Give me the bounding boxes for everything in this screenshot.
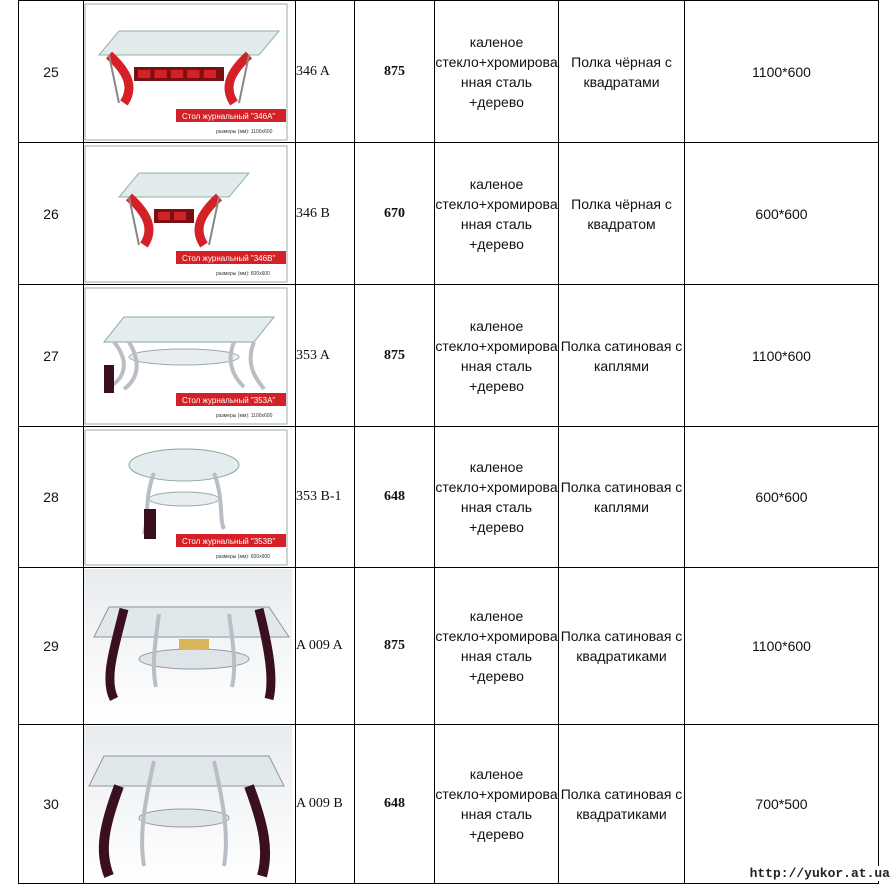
material-line: нная сталь (460, 648, 533, 664)
product-image-cell (84, 143, 296, 285)
material-line: +дерево (469, 519, 524, 535)
dimensions: 600*600 (685, 427, 879, 568)
dimensions: 1100*600 (685, 285, 879, 427)
material-line: каленое (469, 766, 524, 782)
shelf-description: Полка чёрная с квадратами (559, 1, 685, 143)
shelf-description: Полка сатиновая с квадратиками (559, 725, 685, 884)
material (435, 725, 559, 884)
price: 875 (355, 1, 435, 143)
material-line: стекло+хромирова (435, 628, 558, 644)
row-number: 26 (19, 143, 84, 285)
material (435, 285, 559, 427)
material-line: нная сталь (460, 499, 533, 515)
product-image-cell (84, 285, 296, 427)
material-line: нная сталь (460, 806, 533, 822)
product-table (18, 0, 879, 884)
product-image (84, 429, 288, 566)
model-code: 353 A (296, 285, 355, 427)
material-line: +дерево (469, 235, 524, 252)
row-number: 30 (19, 725, 84, 884)
row-number: 25 (19, 1, 84, 143)
price: 875 (355, 285, 435, 427)
price: 648 (355, 725, 435, 884)
image-dimensions: размеры (мм): 600х600 (216, 553, 270, 560)
material-line: +дерево (469, 826, 524, 842)
product-image (84, 569, 292, 724)
shelf-description: Полка сатиновая с каплями (559, 427, 685, 568)
row-number: 28 (19, 427, 84, 568)
price: 670 (355, 143, 435, 285)
material-line: стекло+хромирова (435, 195, 558, 212)
dimensions: 700*500 (685, 725, 879, 884)
material-line: нная сталь (460, 357, 533, 374)
product-image (84, 3, 288, 141)
table-row (19, 143, 879, 285)
image-dimensions: размеры (мм): 600х600 (216, 270, 270, 277)
shelf-description: Полка сатиновая с каплями (559, 285, 685, 427)
model-code: A 009 B (296, 725, 355, 884)
product-image-cell (84, 1, 296, 143)
material-line: +дерево (469, 377, 524, 394)
material-line: стекло+хромирова (435, 53, 558, 70)
table-row (19, 427, 879, 568)
material-line: +дерево (469, 93, 524, 110)
product-image-cell (84, 568, 296, 725)
model-code: 346 B (296, 143, 355, 285)
row-number: 27 (19, 285, 84, 427)
material-line: стекло+хромирова (435, 337, 558, 354)
product-image (84, 145, 288, 283)
image-caption: Стол журнальный "353В" (182, 536, 276, 546)
material-line: стекло+хромирова (435, 786, 558, 802)
model-code: 346 A (296, 1, 355, 143)
product-image (84, 287, 288, 425)
image-dimensions: размеры (мм): 1100х600 (216, 128, 273, 135)
dimensions: 1100*600 (685, 568, 879, 725)
material-line: +дерево (469, 668, 524, 684)
model-code: 353 B-1 (296, 427, 355, 568)
table-row (19, 285, 879, 427)
image-dimensions: размеры (мм): 1100х600 (216, 412, 273, 419)
material (435, 143, 559, 285)
shelf-description: Полка чёрная с квадратом (559, 143, 685, 285)
table-row (19, 1, 879, 143)
model-code: A 009 A (296, 568, 355, 725)
product-image (84, 726, 292, 883)
material-line: каленое (469, 608, 524, 624)
dimensions: 1100*600 (685, 1, 879, 143)
material-line: нная сталь (460, 215, 533, 232)
product-image-cell (84, 725, 296, 884)
image-caption: Стол журнальный "346А" (182, 111, 276, 121)
material-line: каленое (469, 317, 524, 334)
row-number: 29 (19, 568, 84, 725)
dimensions: 600*600 (685, 143, 879, 285)
material-line: стекло+хромирова (435, 479, 558, 495)
material-line: каленое (469, 33, 524, 50)
source-watermark: http://yukor.at.ua (749, 866, 890, 881)
table-row (19, 568, 879, 725)
material-line: нная сталь (460, 73, 533, 90)
material (435, 427, 559, 568)
table-row (19, 725, 879, 884)
material-line: каленое (469, 459, 524, 475)
image-caption: Стол журнальный "346В" (182, 253, 276, 263)
material (435, 568, 559, 725)
product-image-cell (84, 427, 296, 568)
material (435, 1, 559, 143)
price: 875 (355, 568, 435, 725)
shelf-description: Полка сатиновая с квадратиками (559, 568, 685, 725)
image-caption: Стол журнальный "353А" (182, 395, 276, 405)
material-line: каленое (469, 175, 524, 192)
price: 648 (355, 427, 435, 568)
